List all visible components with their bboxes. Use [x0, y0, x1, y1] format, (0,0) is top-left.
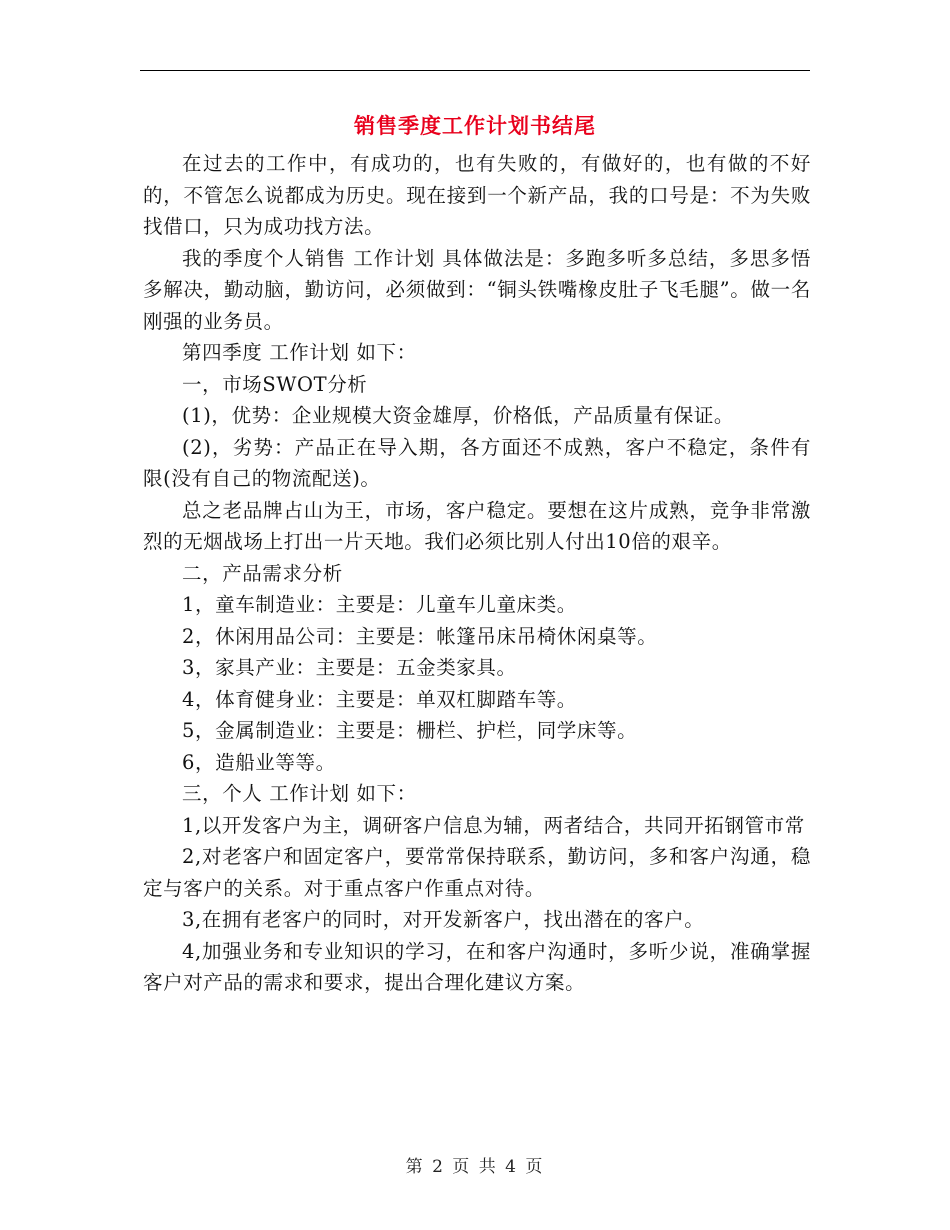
- header-rule: [140, 70, 810, 71]
- page-footer: [140, 1152, 810, 1177]
- paragraph: 第四季度 工作计划 如下：: [182, 341, 417, 364]
- paragraph: 我的季度个人销售 工作计划 具体做法是：多跑多听多总结，多思多悟多解决，勤动脑，勤访问，必须做到：“铜头铁嘴橡皮肚子飞毛腿”。做一名刚强的业务员。: [143, 246, 811, 333]
- list-item: 2，休闲用品公司：主要是：帐篷吊床吊椅休闲桌等。: [182, 624, 658, 648]
- list-item: 3,在拥有老客户的同时，对开发新客户，找出潜在的客户。: [182, 908, 705, 931]
- list-item: 5，金属制造业：主要是：栅栏、护栏，同学床等。: [182, 719, 638, 742]
- list-item: 1,以开发客户为主，调研客户信息为辅，两者结合，共同开拓钢管市常: [182, 813, 805, 837]
- list-item: 4,加强业务和专业知识的学习，在和客户沟通时，多听少说，准确掌握客户对产品的需求和要求，提出合理化建议方案。: [143, 939, 811, 994]
- section-heading: 一，市场SWOT分析: [182, 372, 368, 396]
- section-heading: 三，个人 工作计划 如下：: [182, 782, 417, 805]
- list-item: 6，造船业等等。: [182, 750, 336, 774]
- paragraph: (1)，优势：企业规模大资金雄厚，价格低，产品质量有保证。: [182, 404, 735, 427]
- paragraph: 总之老品牌占山为王，市场，客户稳定。要想在这片成熟，竞争非常激烈的无烟战场上打出一片天地。我们必须比别人付出10倍的艰辛。: [143, 498, 811, 553]
- list-item: 4，体育健身业：主要是：单双杠脚踏车等。: [182, 687, 577, 711]
- list-item: 3，家具产业：主要是：五金类家具。: [182, 656, 517, 679]
- page-number: 第 2 页 共 4 页: [405, 1157, 545, 1177]
- section-heading: 二，产品需求分析: [182, 561, 343, 585]
- list-item: 1，童车制造业：主要是：儿童车儿童床类。: [182, 593, 577, 616]
- list-item: 2,对老客户和固定客户，要常常保持联系，勤访问，多和客户沟通，稳定与客户的关系。对于重点客户作重点对待。: [143, 845, 811, 900]
- document-body: [143, 148, 811, 999]
- paragraph: (2)，劣势：产品正在导入期，各方面还不成熟，客户不稳定，条件有限(没有自己的物流配送)。: [143, 435, 811, 490]
- paragraph: 在过去的工作中，有成功的，也有失败的，有做好的，也有做的不好的，不管怎么说都成为历史。现在接到一个新产品，我的口号是：不为失败找借口，只为成功找方法。: [143, 152, 811, 238]
- document-title: 销售季度工作计划书结尾: [354, 113, 596, 138]
